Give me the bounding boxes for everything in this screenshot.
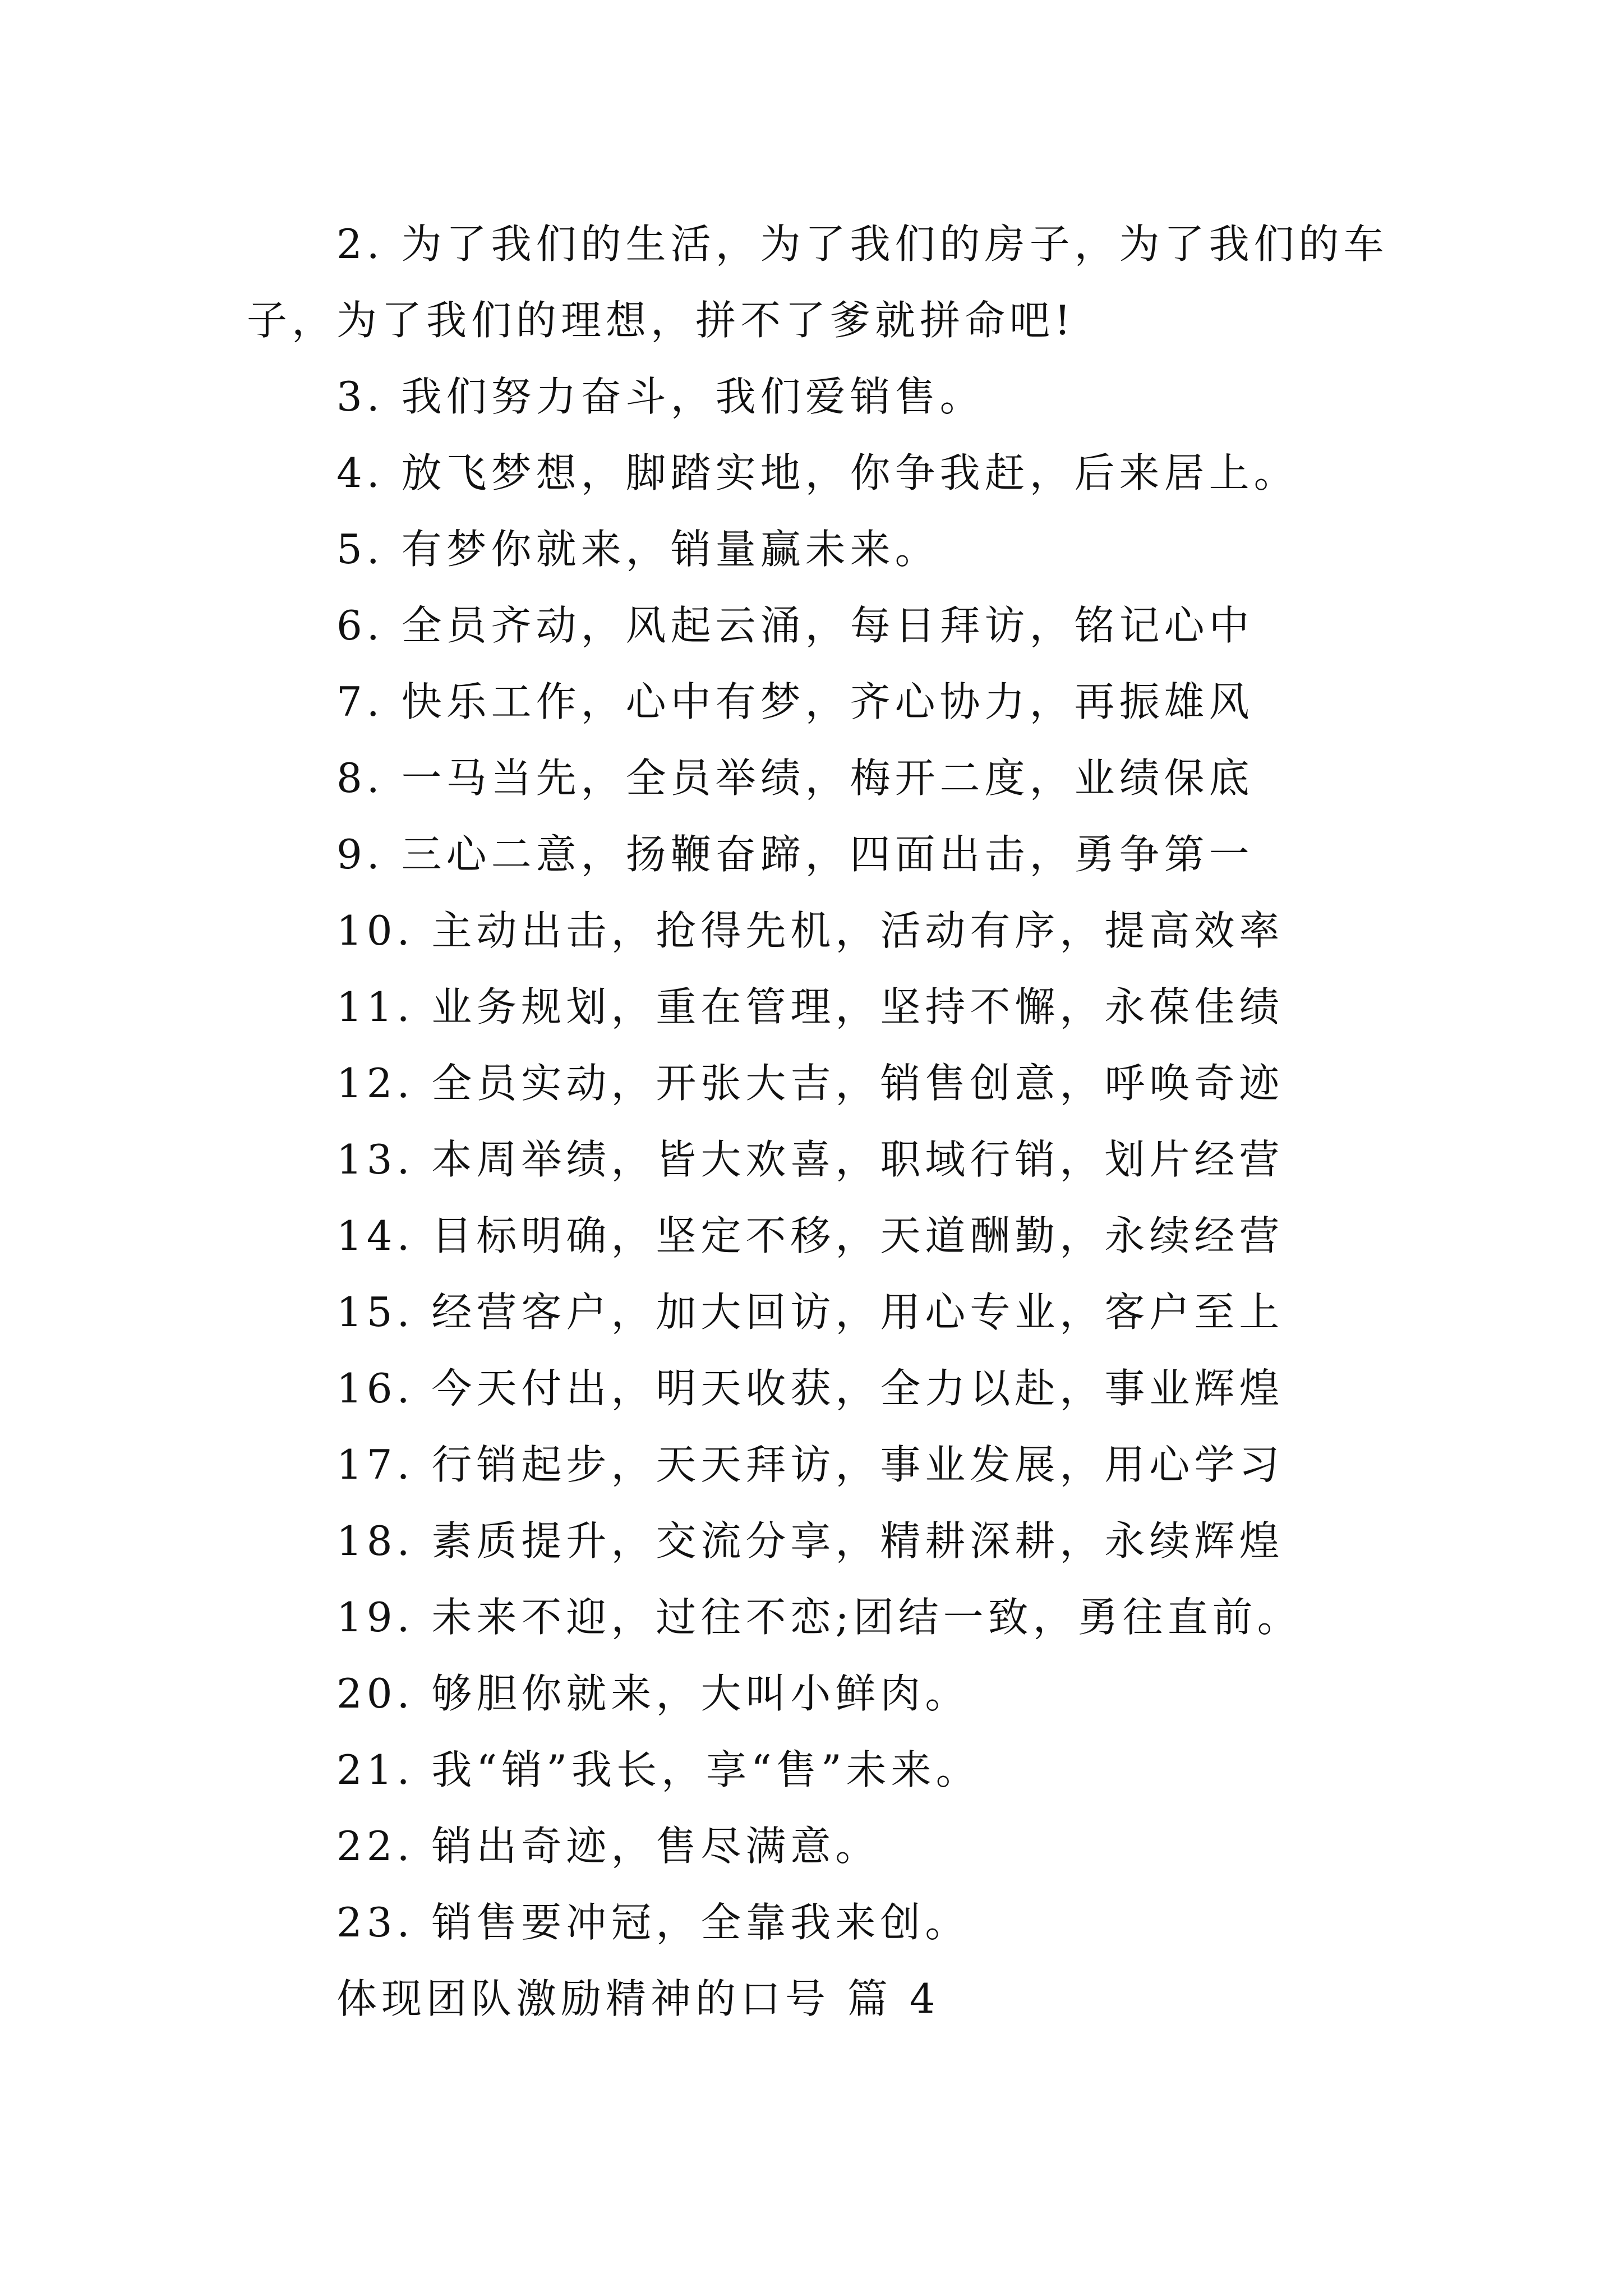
list-item: 7. 快乐工作，心中有梦，齐心协力，再振雄风 [336, 678, 1254, 725]
section-heading: 体现团队激励精神的口号 篇 4 [336, 1975, 940, 2022]
list-item: 6. 全员齐动，风起云涌，每日拜访，铭记心中 [336, 602, 1254, 649]
list-item: 4. 放飞梦想，脚踏实地，你争我赶，后来居上。 [336, 449, 1299, 496]
list-item: 16. 今天付出，明天收获，全力以赴，事业辉煌 [336, 1365, 1284, 1412]
list-item: 11. 业务规划，重在管理，坚持不懈，永葆佳绩 [336, 983, 1284, 1030]
list-item: 19. 未来不迎，过往不恋;团结一致，勇往直前。 [336, 1594, 1302, 1641]
list-item: 10. 主动出击，抢得先机，活动有序，提高效率 [336, 907, 1284, 954]
list-item: 17. 行销起步，天天拜访，事业发展，用心学习 [336, 1441, 1284, 1488]
paragraph-line: 子，为了我们的理想，拼不了爹就拼命吧! [247, 297, 1075, 344]
list-item: 14. 目标明确，坚定不移，天道酬勤，永续经营 [336, 1212, 1284, 1259]
list-item: 21. 我“销”我长，享“售”未来。 [336, 1746, 981, 1793]
list-item: 9. 三心二意，扬鞭奋蹄，四面出击，勇争第一 [336, 831, 1254, 878]
list-item: 8. 一马当先，全员举绩，梅开二度，业绩保底 [336, 754, 1254, 802]
list-item: 12. 全员实动，开张大吉，销售创意，呼唤奇迹 [336, 1060, 1284, 1107]
list-item: 23. 销售要冲冠，全靠我来创。 [336, 1899, 970, 1946]
list-item: 5. 有梦你就来，销量赢未来。 [336, 526, 940, 573]
list-item: 3. 我们努力奋斗，我们爱销售。 [336, 373, 985, 420]
list-item: 15. 经营客户，加大回访，用心专业，客户至上 [336, 1289, 1284, 1336]
list-item: 22. 销出奇迹，售尽满意。 [336, 1823, 880, 1870]
paragraph-line: 2. 为了我们的生活，为了我们的房子，为了我们的车 [336, 220, 1389, 268]
list-item: 18. 素质提升，交流分享，精耕深耕，永续辉煌 [336, 1517, 1284, 1565]
list-item: 13. 本周举绩，皆大欢喜，职域行销，划片经营 [336, 1136, 1284, 1183]
list-item: 20. 够胆你就来，大叫小鲜肉。 [336, 1670, 970, 1717]
